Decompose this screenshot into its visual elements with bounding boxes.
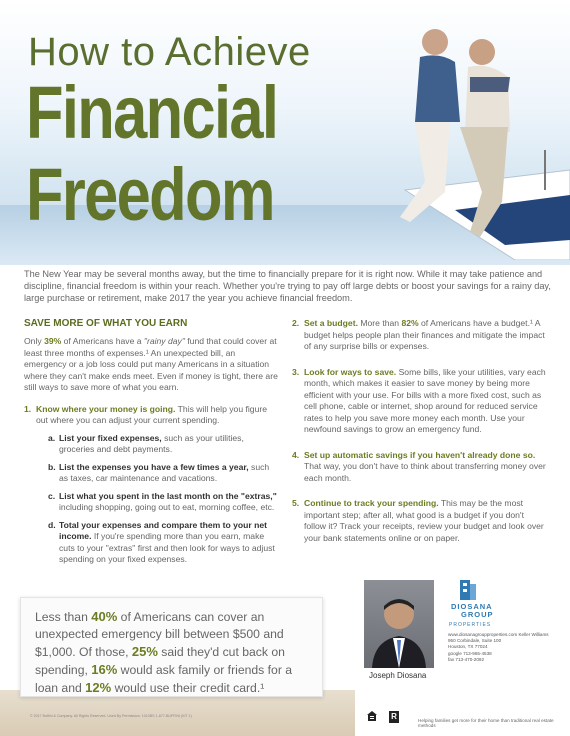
sub-text: such as your utilities, groceries and debt payments. — [59, 432, 244, 454]
sub-text: If you're spending more than you earn, make cuts to your "extras" first and then look for ways to adjust spending on your fixed expenses. — [59, 531, 275, 564]
text: said they'd cut back on spending, — [35, 645, 285, 677]
list-item-3 — [292, 367, 547, 436]
sub-number: b. — [48, 461, 56, 472]
item-text: Some bills, like your utilities, vary each month, which makes it easier to save money by being more efficient with your use. For bills with a more fixed cost, such as cell phone, cable or internet, shop around for reduced service rates to help you save more money each month. Use your newfound savings to grow an emergency fund. — [304, 366, 546, 434]
text: fund that could cover at least three months of expenses.¹ An unexpected bill, an emergency or a job loss could put many Americans in a situation where they can't make ends meet. Even if money is tight, there are still ways to save more of what you earn. — [24, 336, 278, 392]
item-head: Look for ways to save. — [304, 366, 397, 377]
text: of Americans have a — [61, 336, 144, 346]
text: "rainy day" — [143, 336, 185, 346]
item-number: 5. — [292, 498, 300, 508]
item-text: That way, you don't have to think about transferring money over each month. — [304, 461, 546, 483]
sub-text: including shopping, going out to eat, morning coffee, etc. — [59, 502, 275, 512]
right-column — [292, 318, 547, 558]
sub-head: List your fixed expenses, — [59, 432, 162, 443]
sub-text: such as taxes, car maintenance and vacations. — [59, 461, 270, 483]
stat-16: 16% — [91, 662, 118, 677]
left-column — [24, 318, 279, 566]
sub-number: c. — [48, 490, 56, 501]
item-number: 2. — [292, 318, 300, 328]
item-number: 4. — [292, 449, 300, 460]
item-number: 1. — [24, 403, 32, 414]
logo-name — [451, 603, 494, 619]
text: Less than — [35, 610, 92, 624]
sub-number: d. — [48, 519, 56, 530]
list-item-2 — [292, 318, 547, 353]
list-item-1 — [24, 404, 279, 427]
title-line-2: Financial — [26, 71, 278, 154]
agent-contact — [448, 632, 563, 663]
stat-12: 12% — [85, 680, 112, 695]
item-head: Set a budget. — [304, 318, 358, 328]
sub-head: List what you spent in the last month on the "extras," — [59, 490, 277, 501]
website-link[interactable]: www.diosanagroupproperties.com Keller Williams — [448, 632, 549, 637]
sub-item-d — [24, 520, 279, 566]
logo-line-2: GROUP — [461, 610, 494, 619]
equal-housing-icon — [367, 711, 377, 721]
item-head: Continue to track your spending. — [304, 498, 439, 508]
intro-savings-paragraph — [24, 336, 279, 394]
list-item-5 — [292, 498, 547, 544]
copyright-text: © 2017 Buffini & Company. All Rights Reserved. Used By Permission. 1010BS 1-877-BUFFINI (KIT 1) — [30, 714, 192, 718]
couple-photo — [390, 22, 540, 252]
item-head: Know where your money is going. — [36, 403, 176, 414]
item-text: of Americans have a budget.¹ A budget helps people plan their finances and mitigate the impact of any surprise bills or expenses. — [304, 318, 545, 351]
title-line-3: Freedom — [26, 153, 274, 236]
stat-25: 25% — [131, 644, 158, 659]
stat-82: 82% — [401, 318, 419, 328]
logo-subtitle: PROPERTIES — [449, 622, 492, 628]
text: of Americans can cover an unexpected emergency bill between $500 and $1,000. Of those, — [35, 610, 284, 659]
realtor-icon: R — [389, 711, 399, 723]
phone-line: google 713-965-4538 — [448, 650, 492, 656]
title-line-1: How to Achieve — [28, 30, 311, 74]
logo-line-1: DIOSANA — [451, 602, 493, 611]
intro-paragraph: The New Year may be several months away, but the time to financially prepare for it is right now. While it may take patience and discipline, financial freedom is within your reach. Whether you're trying to pay off large debts or boost your savings for a rainy day, large purchase or retirement, make 2017 the year you achieve financial freedom. — [24, 269, 551, 303]
item-head: Set up automatic savings if you haven't already done so. — [304, 449, 536, 460]
stat-note-card — [20, 597, 323, 697]
sub-head: Total your expenses and compare them to your net income. — [59, 519, 268, 541]
fax-line: fax 713-470-2092 — [448, 656, 485, 662]
item-text: This will help you figure out where you can adjust your current spending. — [36, 403, 267, 425]
item-text: This may be the most important step; after all, what good is a budget if you don't follow it? Track your receipts, review your budget and look over your bank statements online or on paper. — [304, 498, 544, 543]
tagline: Helping families get more for their home than traditional real estate methods — [418, 718, 554, 728]
stat-40: 40% — [91, 609, 118, 624]
section-heading: SAVE MORE OF WHAT YOU EARN — [24, 318, 188, 329]
list-item-4 — [292, 450, 547, 485]
agent-photo — [364, 580, 434, 668]
sub-item-a — [24, 433, 279, 456]
agent-name: Joseph Diosana — [369, 671, 427, 680]
sub-item-c — [24, 491, 279, 514]
sub-item-b — [24, 462, 279, 485]
text: would ask family or friends for a loan and — [35, 663, 293, 695]
item-text: More than — [357, 318, 402, 328]
hero-image — [0, 0, 570, 265]
text: Only — [24, 336, 45, 346]
text: would use their credit card.¹ — [111, 681, 265, 695]
address-line: 950 Corbindale, Suite 100 — [448, 638, 502, 644]
stat-39: 39% — [44, 336, 62, 346]
sub-head: List the expenses you have a few times a year, — [59, 461, 249, 472]
city-line: Houston, TX 77024 — [448, 644, 488, 650]
sub-number: a. — [48, 432, 56, 443]
item-number: 3. — [292, 366, 300, 377]
